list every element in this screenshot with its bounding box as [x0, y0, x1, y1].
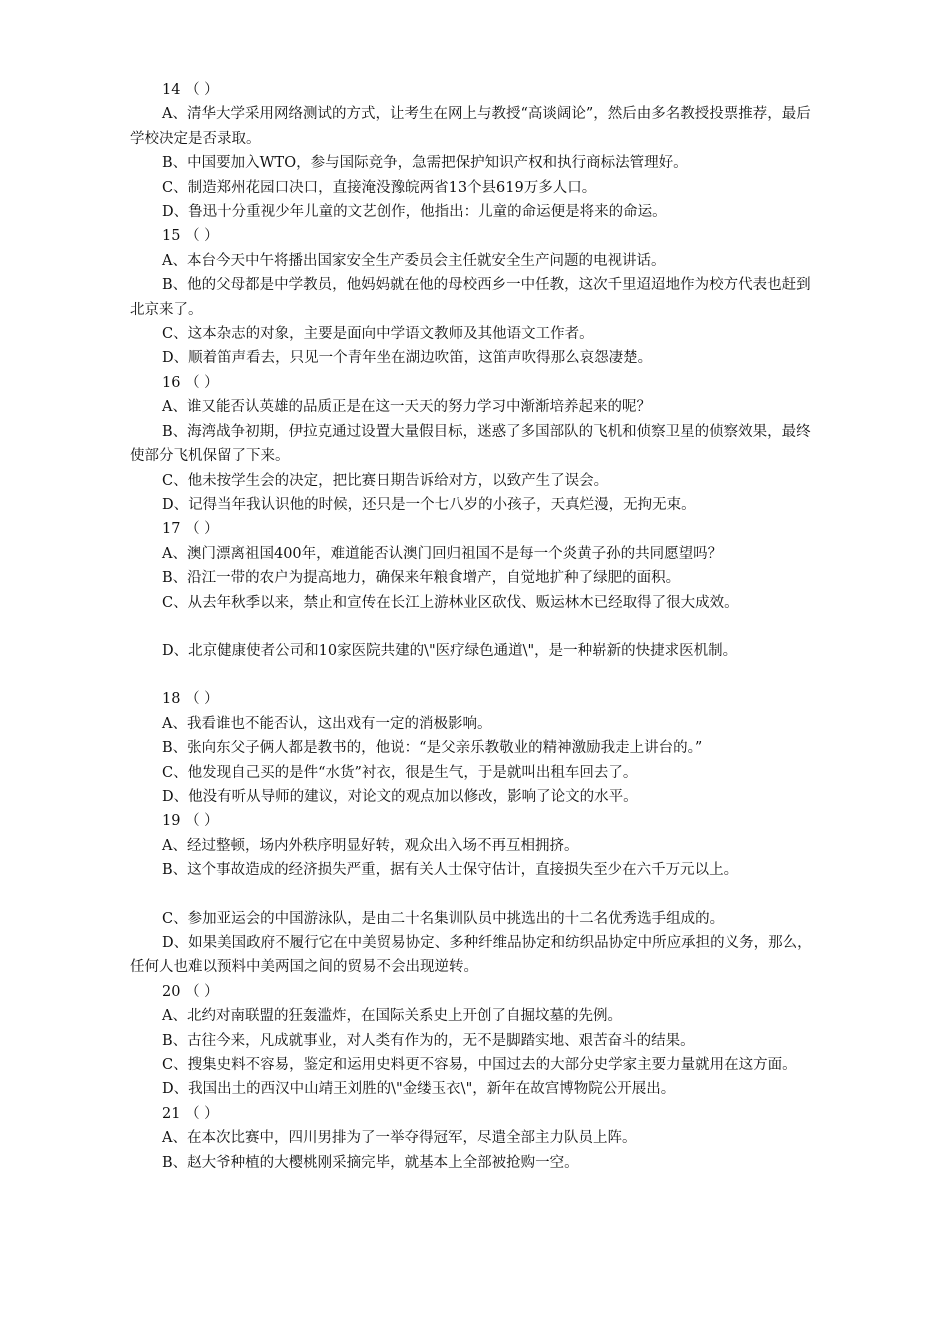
question-18-option-c: C、他发现自己买的是件“水货”衬衣，很是生气，于是就叫出租车回去了。 — [162, 764, 638, 781]
question-18-option-a: A、我看谁也不能否认，这出戏有一定的消极影响。 — [162, 715, 492, 732]
question-19-option-c: C、参加亚运会的中国游泳队，是由二十名集训队员中挑选出的十二名优秀选手组成的。 — [162, 910, 725, 927]
question-19-option-a: A、经过整顿，场内外秩序明显好转，观众出入场不再互相拥挤。 — [162, 837, 579, 854]
question-21-option-a: A、在本次比赛中，四川男排为了一举夺得冠军，尽遣全部主力队员上阵。 — [162, 1130, 637, 1147]
question-17-option-c: C、从去年秋季以来，禁止和宣传在长江上游林业区砍伐、贩运林木已经取得了很大成效。 — [162, 594, 739, 611]
question-17-option-a: A、澳门漂离祖国400年，难道能否认澳门回归祖国不是每一个炎黄子孙的共同愿望吗？ — [162, 545, 723, 562]
question-15-option-c: C、这本杂志的对象，主要是面向中学语文教师及其他语文工作者。 — [162, 326, 594, 343]
question-18-option-b: B、张向东父子俩人都是教书的，他说：“是父亲乐教敬业的精神激励我走上讲台的。” — [162, 740, 703, 757]
exam-page — [130, 78, 825, 1175]
question-18-header: 18 （ ） — [162, 691, 219, 708]
question-19-header: 19 （ ） — [162, 813, 219, 830]
question-14-option-c: C、制造郑州花园口决口，直接淹没豫皖两省13个县619万多人口。 — [162, 179, 597, 196]
question-20-option-b: B、古往今来，凡成就事业，对人类有作为的，无不是脚踏实地、艰苦奋斗的结果。 — [162, 1032, 695, 1049]
question-14-option-b: B、中国要加入WTO，参与国际竞争，急需把保护知识产权和执行商标法管理好。 — [162, 155, 688, 172]
question-16-header: 16 （ ） — [162, 374, 219, 391]
question-16-option-c: C、他未按学生会的决定，把比赛日期告诉给对方，以致产生了误会。 — [162, 472, 609, 489]
blank-line — [130, 663, 825, 687]
question-16-option-b: B、海湾战争初期，伊拉克通过设置大量假目标，迷惑了多国部队的飞机和侦察卫星的侦察效果，最终使部分飞机保留了下来。 — [130, 423, 811, 465]
question-21-header: 21 （ ） — [162, 1105, 219, 1122]
blank-line — [130, 615, 825, 639]
question-14-header: 14 （ ） — [162, 82, 219, 98]
question-15-option-b: B、他的父母都是中学教员，他妈妈就在他的母校西乡一中任教，这次千里迢迢地作为校方代表也赶到北京来了。 — [130, 277, 811, 318]
question-17-option-b: B、沿江一带的农户为提高地力，确保来年粮食增产，自觉地扩种了绿肥的面积。 — [162, 570, 681, 587]
question-17-option-d: D、北京健康使者公司和10家医院共建的\"医疗绿色通道\"，是一种崭新的快捷求医机制。 — [162, 642, 738, 659]
question-20-option-c: C、搜集史料不容易，鉴定和运用史料更不容易，中国过去的大部分史学家主要力量就用在这方面。 — [162, 1057, 797, 1074]
question-14-option-a: A、清华大学采用网络测试的方式，让考生在网上与教授“高谈阔论”，然后由多名教授投票推荐，最后学校决定是否录取。 — [130, 106, 811, 147]
question-17-header: 17 （ ） — [162, 521, 219, 538]
question-15-header: 15 （ ） — [162, 228, 219, 245]
question-20-option-a: A、北约对南联盟的狂轰滥炸，在国际关系史上开创了自掘坟墓的先例。 — [162, 1008, 622, 1025]
question-15-option-d: D、顺着笛声看去，只见一个青年坐在湖边吹笛，这笛声吹得那么哀怨凄楚。 — [162, 350, 653, 367]
question-19-option-b: B、这个事故造成的经济损失严重，据有关人士保守估计，直接损失至少在六千万元以上。 — [162, 862, 739, 879]
blank-line — [130, 883, 825, 907]
question-14-option-d: D、鲁迅十分重视少年儿童的文艺创作，他指出：儿童的命运便是将来的命运。 — [162, 204, 667, 221]
question-21-option-b: B、赵大爷种植的大樱桃刚采摘完毕，就基本上全部被抢购一空。 — [162, 1154, 579, 1171]
question-18-option-d: D、他没有听从导师的建议，对论文的观点加以修改，影响了论文的水平。 — [162, 788, 638, 805]
question-20-header: 20 （ ） — [162, 983, 219, 1000]
question-16-option-d: D、记得当年我认识他的时候，还只是一个七八岁的小孩子，天真烂漫，无拘无束。 — [162, 496, 696, 513]
question-15-option-a: A、本台今天中午将播出国家安全生产委员会主任就安全生产问题的电视讲话。 — [162, 252, 666, 269]
question-19-option-d: D、如果美国政府不履行它在中美贸易协定、多种纤维品协定和纺织品协定中所应承担的义务，那么，任何人也难以预料中美两国之间的贸易不会出现逆转。 — [130, 935, 812, 976]
question-20-option-d: D、我国出土的西汉中山靖王刘胜的\"金缕玉衣\"，新年在故宫博物院公开展出。 — [162, 1081, 676, 1098]
question-16-option-a: A、谁又能否认英雄的品质正是在这一天天的努力学习中渐渐培养起来的呢？ — [162, 399, 651, 416]
